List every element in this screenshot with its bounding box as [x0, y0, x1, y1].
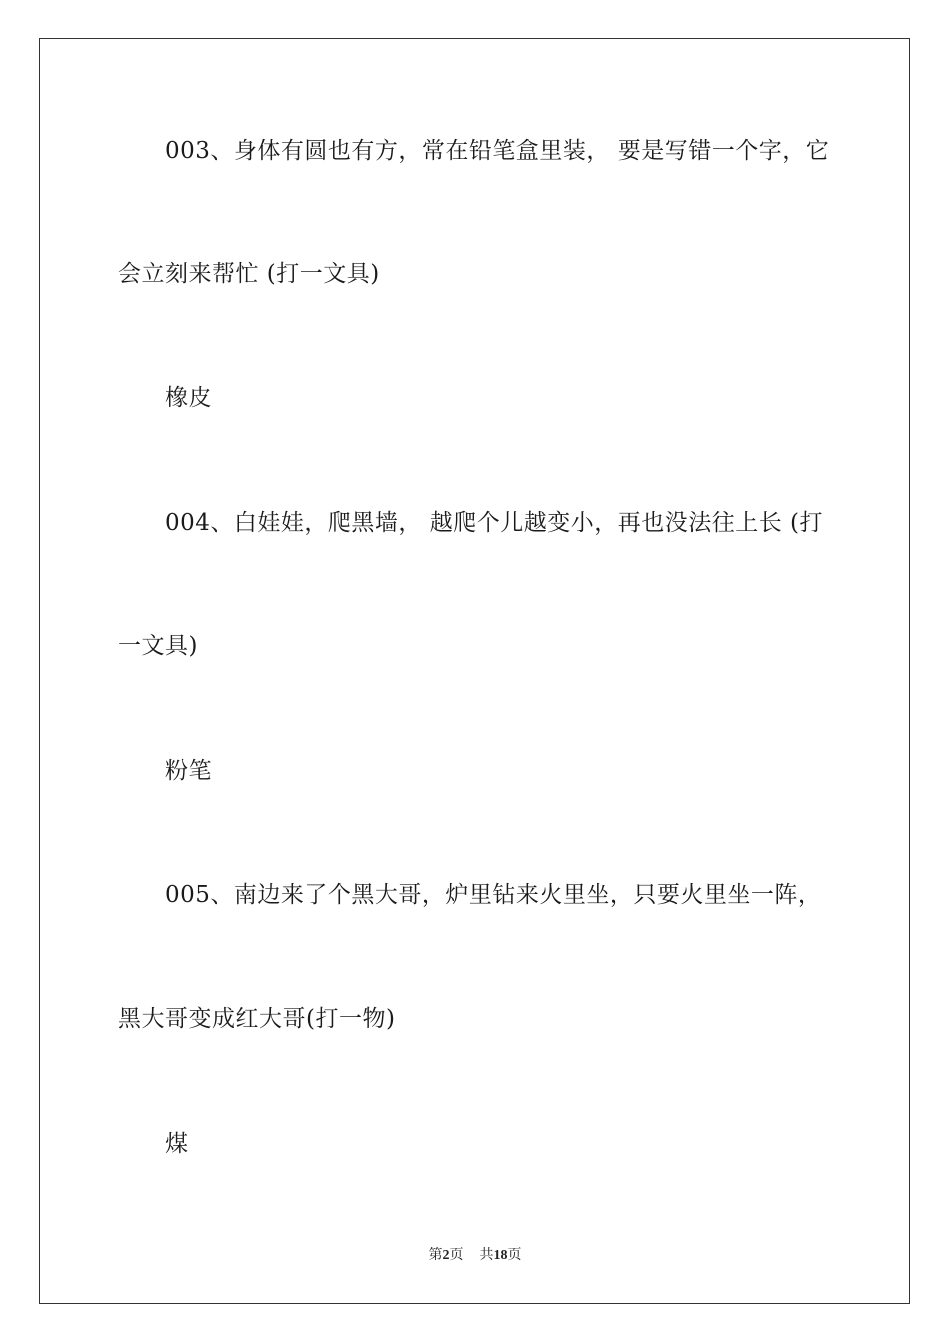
riddle-003-question-line2: 会立刻来帮忙 (打一文具)	[118, 261, 380, 287]
riddle-005-answer: 煤	[165, 1131, 189, 1157]
footer-page-suffix: 页	[449, 1248, 464, 1263]
riddle-004-answer: 粉笔	[165, 758, 212, 784]
riddle-004-question-line1: 004、白娃娃，爬黑墙， 越爬个儿越变小，再也没法往上长 (打	[165, 510, 823, 536]
footer-page-prefix: 第	[428, 1248, 443, 1263]
riddle-003-answer: 橡皮	[165, 385, 212, 411]
footer-total-prefix: 共	[479, 1248, 494, 1263]
riddle-005-question-line2: 黑大哥变成红大哥(打一物)	[118, 1006, 396, 1032]
riddle-005-question-line1: 005、南边来了个黑大哥，炉里钻来火里坐，只要火里坐一阵，	[165, 882, 822, 908]
footer-page-number: 2	[442, 1248, 450, 1263]
page-border	[39, 38, 910, 1304]
riddle-004-question-line2: 一文具)	[118, 633, 198, 659]
page-footer	[0, 1246, 950, 1266]
riddle-003-question-line1: 003、身体有圆也有方，常在铅笔盒里装， 要是写错一个字，它	[165, 138, 830, 164]
footer-total-pages: 18	[493, 1248, 508, 1263]
footer-total-suffix: 页	[507, 1248, 522, 1263]
